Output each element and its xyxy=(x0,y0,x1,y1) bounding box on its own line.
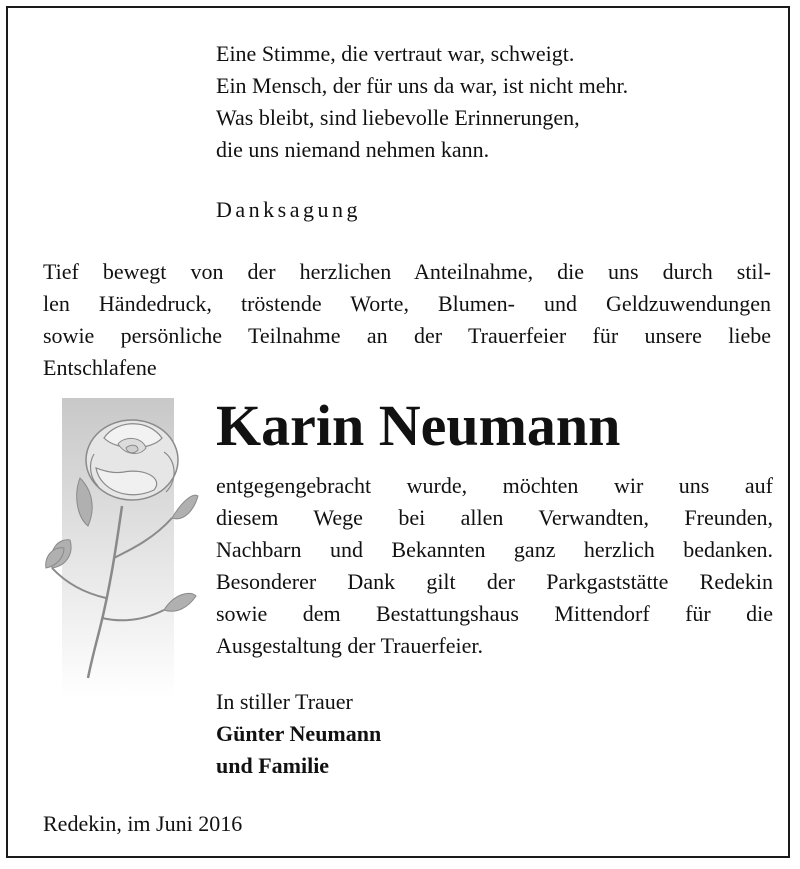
intro-line: len Händedruck, tröstende Worte, Blumen- und Geldzuwendungen xyxy=(43,291,771,316)
deceased-name: Karin Neumann xyxy=(216,393,621,458)
place-date: Redekin, im Juni 2016 xyxy=(43,811,243,836)
signature-name: Günter Neumann xyxy=(216,721,382,746)
signature-family: und Familie xyxy=(216,753,330,778)
memorial-verse xyxy=(216,38,628,166)
danksagung-heading: Danksagung xyxy=(216,197,361,222)
thanks-paragraph xyxy=(216,470,773,662)
thanks-line: Nachbarn und Bekannten ganz herzlich bedanken. xyxy=(216,537,773,562)
signature-block xyxy=(216,686,381,782)
intro-paragraph xyxy=(43,256,771,384)
verse-line: Ein Mensch, der für uns da war, ist nicht mehr. xyxy=(216,73,629,98)
verse-line: die uns niemand nehmen kann. xyxy=(216,137,490,162)
obituary-notice xyxy=(6,6,790,858)
intro-line: sowie persönliche Teilnahme an der Trauerfeier für unsere liebe xyxy=(43,323,771,348)
thanks-line: diesem Wege bei allen Verwandten, Freunden, xyxy=(216,505,773,530)
verse-line: Was bleibt, sind liebevolle Erinnerungen, xyxy=(216,105,580,130)
signature-intro: In stiller Trauer xyxy=(216,689,353,714)
thanks-line: Ausgestaltung der Trauerfeier. xyxy=(216,633,483,658)
thanks-line: Besonderer Dank gilt der Parkgaststätte Redekin xyxy=(216,569,773,594)
intro-line: Entschlafene xyxy=(43,355,157,380)
intro-line: Tief bewegt von der herzlichen Anteilnahme, die uns durch stil- xyxy=(43,259,771,284)
thanks-line: entgegengebracht wurde, möchten wir uns auf xyxy=(216,473,773,498)
thanks-line: sowie dem Bestattungshaus Mittendorf für die xyxy=(216,601,773,626)
verse-line: Eine Stimme, die vertraut war, schweigt. xyxy=(216,41,575,66)
rose-icon xyxy=(44,398,200,698)
